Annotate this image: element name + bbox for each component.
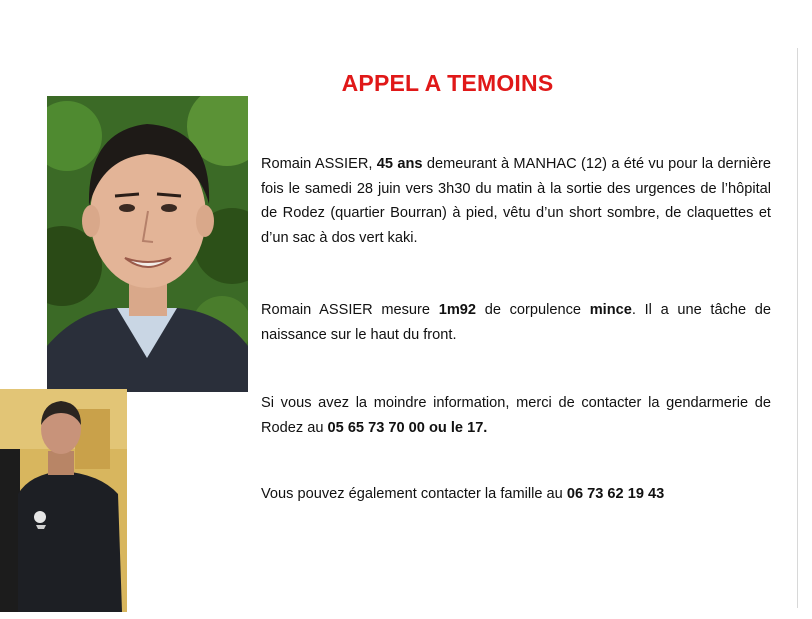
portrait-photo	[47, 96, 248, 392]
person-name: Romain ASSIER,	[261, 156, 377, 172]
family-contact-text: Vous pouvez également contacter la famille au	[261, 486, 567, 502]
full-body-photo	[0, 389, 127, 612]
notice-title: APPEL A TEMOINS	[341, 70, 554, 96]
person-age: 45 ans	[376, 156, 423, 172]
description-text: demeurant à MANHAC (12) a été vu pour la dernière fois le samedi 28 juin vers 3h30 du matin à la sortie des urgences de l’hôpital de Rodez (quartier Bourran) à pied, vêtu d’un short sombre, de claquettes et d’un sac à dos vert kaki.	[261, 156, 771, 246]
page-edge-divider	[797, 48, 798, 608]
physical-paragraph	[261, 298, 771, 347]
physical-text-c: . Il a une tâche de naissance sur le haut du front.	[261, 302, 771, 343]
gendarmerie-phone: 05 65 73 70 00 ou le 17.	[327, 419, 488, 436]
person-build: mince	[589, 302, 632, 318]
physical-text-a: Romain ASSIER mesure	[261, 302, 439, 318]
description-paragraph	[261, 152, 771, 250]
contact-family-paragraph	[261, 482, 771, 507]
contact-gendarmerie-paragraph	[261, 391, 771, 440]
physical-text-b: de corpulence	[476, 302, 590, 318]
person-height: 1m92	[438, 302, 477, 318]
contact-text: Si vous avez la moindre information, merci de contacter la gendarmerie de Rodez au	[261, 395, 771, 436]
family-phone: 06 73 62 19 43	[566, 486, 665, 502]
